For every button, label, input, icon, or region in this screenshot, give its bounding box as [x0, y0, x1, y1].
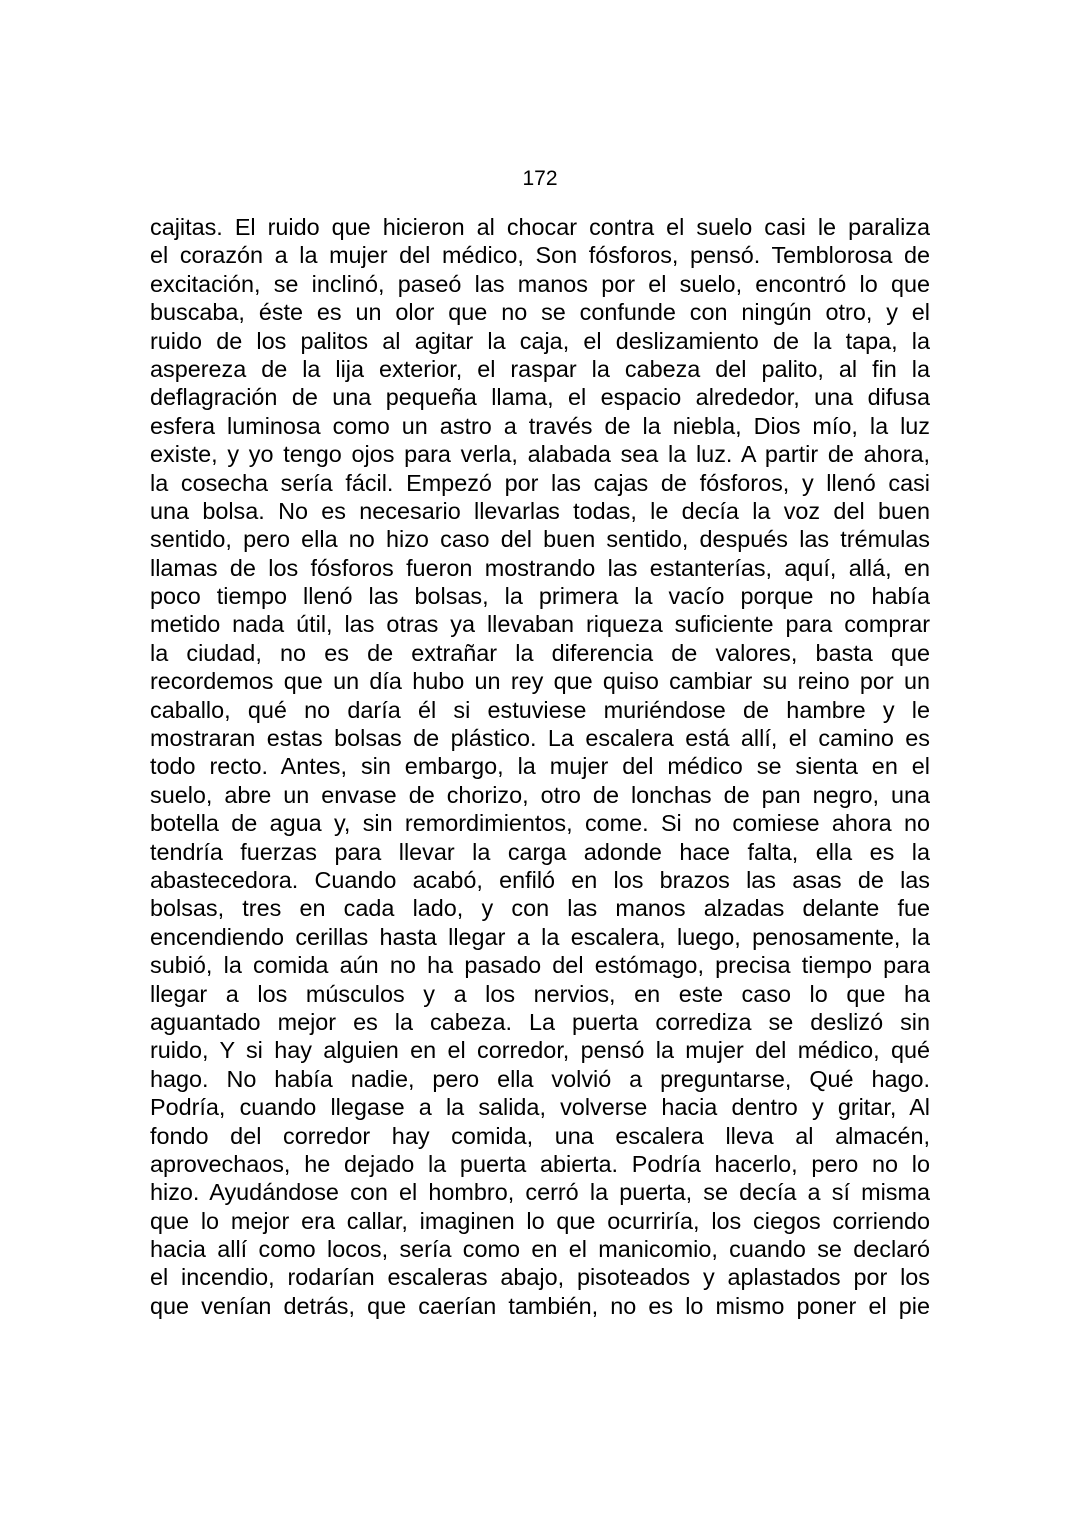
text-line: el corazón a la mujer del médico, Son fósforos, pensó. Temblorosa de: [150, 242, 930, 269]
text-line: mostraran estas bolsas de plástico. La escalera está allí, el camino es: [150, 725, 930, 752]
text-line: aprovechaos, he dejado la puerta abierta. Podría hacerlo, pero no lo: [150, 1150, 930, 1177]
text-line: ruido de los palitos al agitar la caja, el deslizamiento de la tapa, la: [150, 327, 930, 354]
text-line: deflagración de una pequeña llama, el espacio alrededor, una difusa: [150, 384, 930, 411]
text-line: que lo mejor era callar, imaginen lo que ocurriría, los ciegos corriendo: [150, 1207, 930, 1234]
text-line: fondo del corredor hay comida, una escalera lleva al almacén,: [150, 1122, 930, 1149]
text-line: poco tiempo llenó las bolsas, la primera la vacío porque no había: [150, 583, 930, 610]
text-line: hago. No había nadie, pero ella volvió a preguntarse, Qué hago.: [150, 1065, 930, 1092]
text-line: el incendio, rodarían escaleras abajo, pisoteados y aplastados por los: [150, 1264, 930, 1291]
text-line: todo recto. Antes, sin embargo, la mujer del médico se sienta en el: [150, 753, 930, 780]
text-line: una bolsa. No es necesario llevarlas todas, le decía la voz del buen: [150, 497, 930, 524]
text-line: metido nada útil, las otras ya llevaban riqueza suficiente para comprar: [150, 611, 930, 638]
text-line: caballo, qué no daría él si estuviese muriéndose de hambre y le: [150, 696, 930, 723]
text-line: cajitas. El ruido que hicieron al chocar contra el suelo casi le paraliza: [150, 214, 930, 240]
text-line: aspereza de la lija exterior, el raspar la cabeza del palito, al fin la: [150, 355, 930, 382]
text-line: recordemos que un día hubo un rey que quiso cambiar su reino por un: [150, 668, 930, 695]
text-line: esfera luminosa como un astro a través de la niebla, Dios mío, la luz: [150, 412, 930, 439]
text-line: la cosecha sería fácil. Empezó por las cajas de fósforos, y llenó casi: [150, 469, 930, 496]
text-line: excitación, se inclinó, paseó las manos por el suelo, encontró lo que: [150, 270, 930, 297]
text-line: suelo, abre un envase de chorizo, otro de lonchas de pan negro, una: [150, 781, 930, 808]
text-line: abastecedora. Cuando acabó, enfiló en los brazos las asas de las: [150, 866, 930, 893]
text-line: sentido, pero ella no hizo caso del buen sentido, después las trémulas: [150, 526, 930, 553]
text-line: ruido, Y si hay alguien en el corredor, pensó la mujer del médico, qué: [150, 1037, 930, 1064]
text-line: existe, y yo tengo ojos para verla, alabada sea la luz. A partir de ahora,: [150, 441, 930, 468]
page-number: 172: [522, 167, 558, 190]
text-line: subió, la comida aún no ha pasado del estómago, precisa tiempo para: [150, 952, 930, 979]
text-line: llegar a los músculos y a los nervios, en este caso lo que ha: [150, 980, 930, 1007]
text-line: la ciudad, no es de extrañar la diferencia de valores, basta que: [150, 639, 930, 666]
body-text: [150, 213, 930, 1320]
text-line: botella de agua y, sin remordimientos, come. Si no comiese ahora no: [150, 810, 930, 837]
text-line: aguantado mejor es la cabeza. La puerta corrediza se deslizó sin: [150, 1008, 930, 1035]
text-line: encendiendo cerillas hasta llegar a la escalera, luego, penosamente, la: [150, 923, 930, 950]
text-line: bolsas, tres en cada lado, y con las manos alzadas delante fue: [150, 895, 930, 922]
text-line: tendría fuerzas para llevar la carga adonde hace falta, ella es la: [150, 838, 930, 865]
text-line: que venían detrás, que caerían también, no es lo mismo poner el pie: [150, 1292, 930, 1319]
text-line: llamas de los fósforos fueron mostrando las estanterías, aquí, allá, en: [150, 554, 930, 581]
text-line: hizo. Ayudándose con el hombro, cerró la puerta, se decía a sí misma: [150, 1179, 930, 1206]
text-line: Podría, cuando llegase a la salida, volverse hacia dentro y gritar, Al: [150, 1094, 930, 1121]
text-line: hacia allí como locos, sería como en el manicomio, cuando se declaró: [150, 1236, 930, 1263]
text-line: buscaba, éste es un olor que no se confunde con ningún otro, y el: [150, 299, 930, 326]
